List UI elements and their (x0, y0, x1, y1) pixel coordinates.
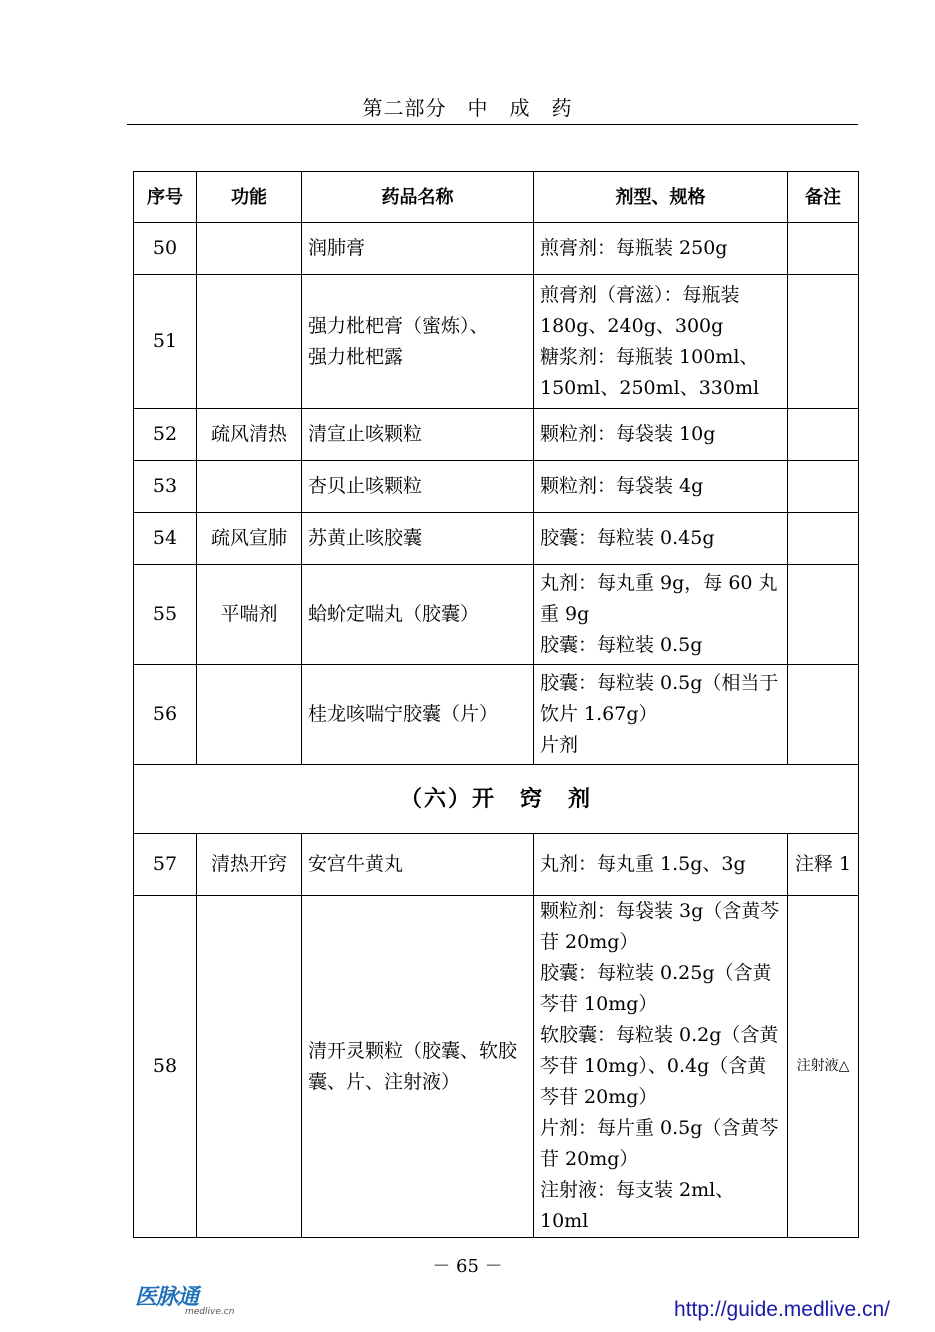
cell-no: 57 (134, 834, 197, 896)
cell-spec: 煎膏剂（膏滋）：每瓶装 180g、240g、300g 糖浆剂：每瓶装 100ml、150ml、250ml、330ml (534, 275, 788, 409)
page-number: － 65 － (432, 1256, 503, 1277)
page-header-title: 第二部分 中 成 药 (362, 96, 573, 120)
section-row (134, 765, 859, 834)
cell-func: 疏风宣肺 (197, 513, 302, 565)
col-header-spec: 剂型、规格 (534, 172, 788, 223)
cell-func (197, 223, 302, 275)
cell-spec: 颗粒剂：每袋装 3g（含黄芩苷 20mg） 胶囊：每粒装 0.25g（含黄芩苷 10mg） 软胶囊：每粒装 0.2g（含黄芩苷 10mg）、0.4g（含黄芩苷 20mg） 片剂：每片重 0.5g（含黄芩苷 20mg） 注射液：每支装 2ml、10ml (534, 896, 788, 1238)
cell-no: 54 (134, 513, 197, 565)
table-row (134, 461, 859, 513)
cell-name: 苏黄止咳胶囊 (302, 513, 534, 565)
cell-name: 蛤蚧定喘丸（胶囊） (302, 565, 534, 665)
cell-spec: 丸剂：每丸重 9g，每 60 丸重 9g 胶囊：每粒装 0.5g (534, 565, 788, 665)
cell-name: 桂龙咳喘宁胶囊（片） (302, 665, 534, 765)
drug-table (133, 171, 859, 1238)
cell-note: 注射液△ (788, 896, 859, 1238)
cell-no: 52 (134, 409, 197, 461)
col-header-no: 序号 (134, 172, 197, 223)
cell-no: 55 (134, 565, 197, 665)
table-row (134, 513, 859, 565)
table-row (134, 409, 859, 461)
header-divider (127, 124, 858, 125)
cell-func (197, 275, 302, 409)
cell-func (197, 461, 302, 513)
cell-func: 清热开窍 (197, 834, 302, 896)
cell-name: 润肺膏 (302, 223, 534, 275)
cell-func (197, 896, 302, 1238)
table-row (134, 223, 859, 275)
cell-note (788, 565, 859, 665)
cell-spec: 颗粒剂：每袋装 10g (534, 409, 788, 461)
logo-text: 医脉通 (135, 1285, 199, 1310)
table-row (134, 565, 859, 665)
cell-name: 杏贝止咳颗粒 (302, 461, 534, 513)
cell-spec: 胶囊：每粒装 0.5g（相当于饮片 1.67g） 片剂 (534, 665, 788, 765)
cell-spec: 煎膏剂：每瓶装 250g (534, 223, 788, 275)
cell-name: 清开灵颗粒（胶囊、软胶囊、片、注射液） (302, 896, 534, 1238)
logo-subtext: medlive.cn (185, 1307, 235, 1317)
cell-name: 强力枇杷膏（蜜炼）、 强力枇杷露 (302, 275, 534, 409)
cell-note (788, 275, 859, 409)
cell-note (788, 461, 859, 513)
cell-func (197, 665, 302, 765)
cell-no: 51 (134, 275, 197, 409)
col-header-note: 备注 (788, 172, 859, 223)
table-row (134, 896, 859, 1238)
footer-url-link[interactable]: http://guide.medlive.cn/ (674, 1298, 890, 1321)
cell-func: 疏风清热 (197, 409, 302, 461)
col-header-name: 药品名称 (302, 172, 534, 223)
cell-no: 58 (134, 896, 197, 1238)
cell-no: 56 (134, 665, 197, 765)
medlive-logo[interactable] (135, 1280, 235, 1317)
cell-name: 清宣止咳颗粒 (302, 409, 534, 461)
cell-note (788, 665, 859, 765)
cell-note (788, 223, 859, 275)
cell-name: 安宫牛黄丸 (302, 834, 534, 896)
cell-no: 53 (134, 461, 197, 513)
cell-note (788, 409, 859, 461)
cell-func: 平喘剂 (197, 565, 302, 665)
col-header-func: 功能 (197, 172, 302, 223)
table-row (134, 275, 859, 409)
table-row (134, 665, 859, 765)
cell-spec: 胶囊：每粒装 0.45g (534, 513, 788, 565)
cell-no: 50 (134, 223, 197, 275)
cell-spec: 颗粒剂：每袋装 4g (534, 461, 788, 513)
table-header-row (134, 172, 859, 223)
section-title: （六）开 窍 剂 (134, 765, 859, 834)
cell-note (788, 513, 859, 565)
table-row (134, 834, 859, 896)
cell-note: 注释 1 (788, 834, 859, 896)
cell-spec: 丸剂：每丸重 1.5g、3g (534, 834, 788, 896)
